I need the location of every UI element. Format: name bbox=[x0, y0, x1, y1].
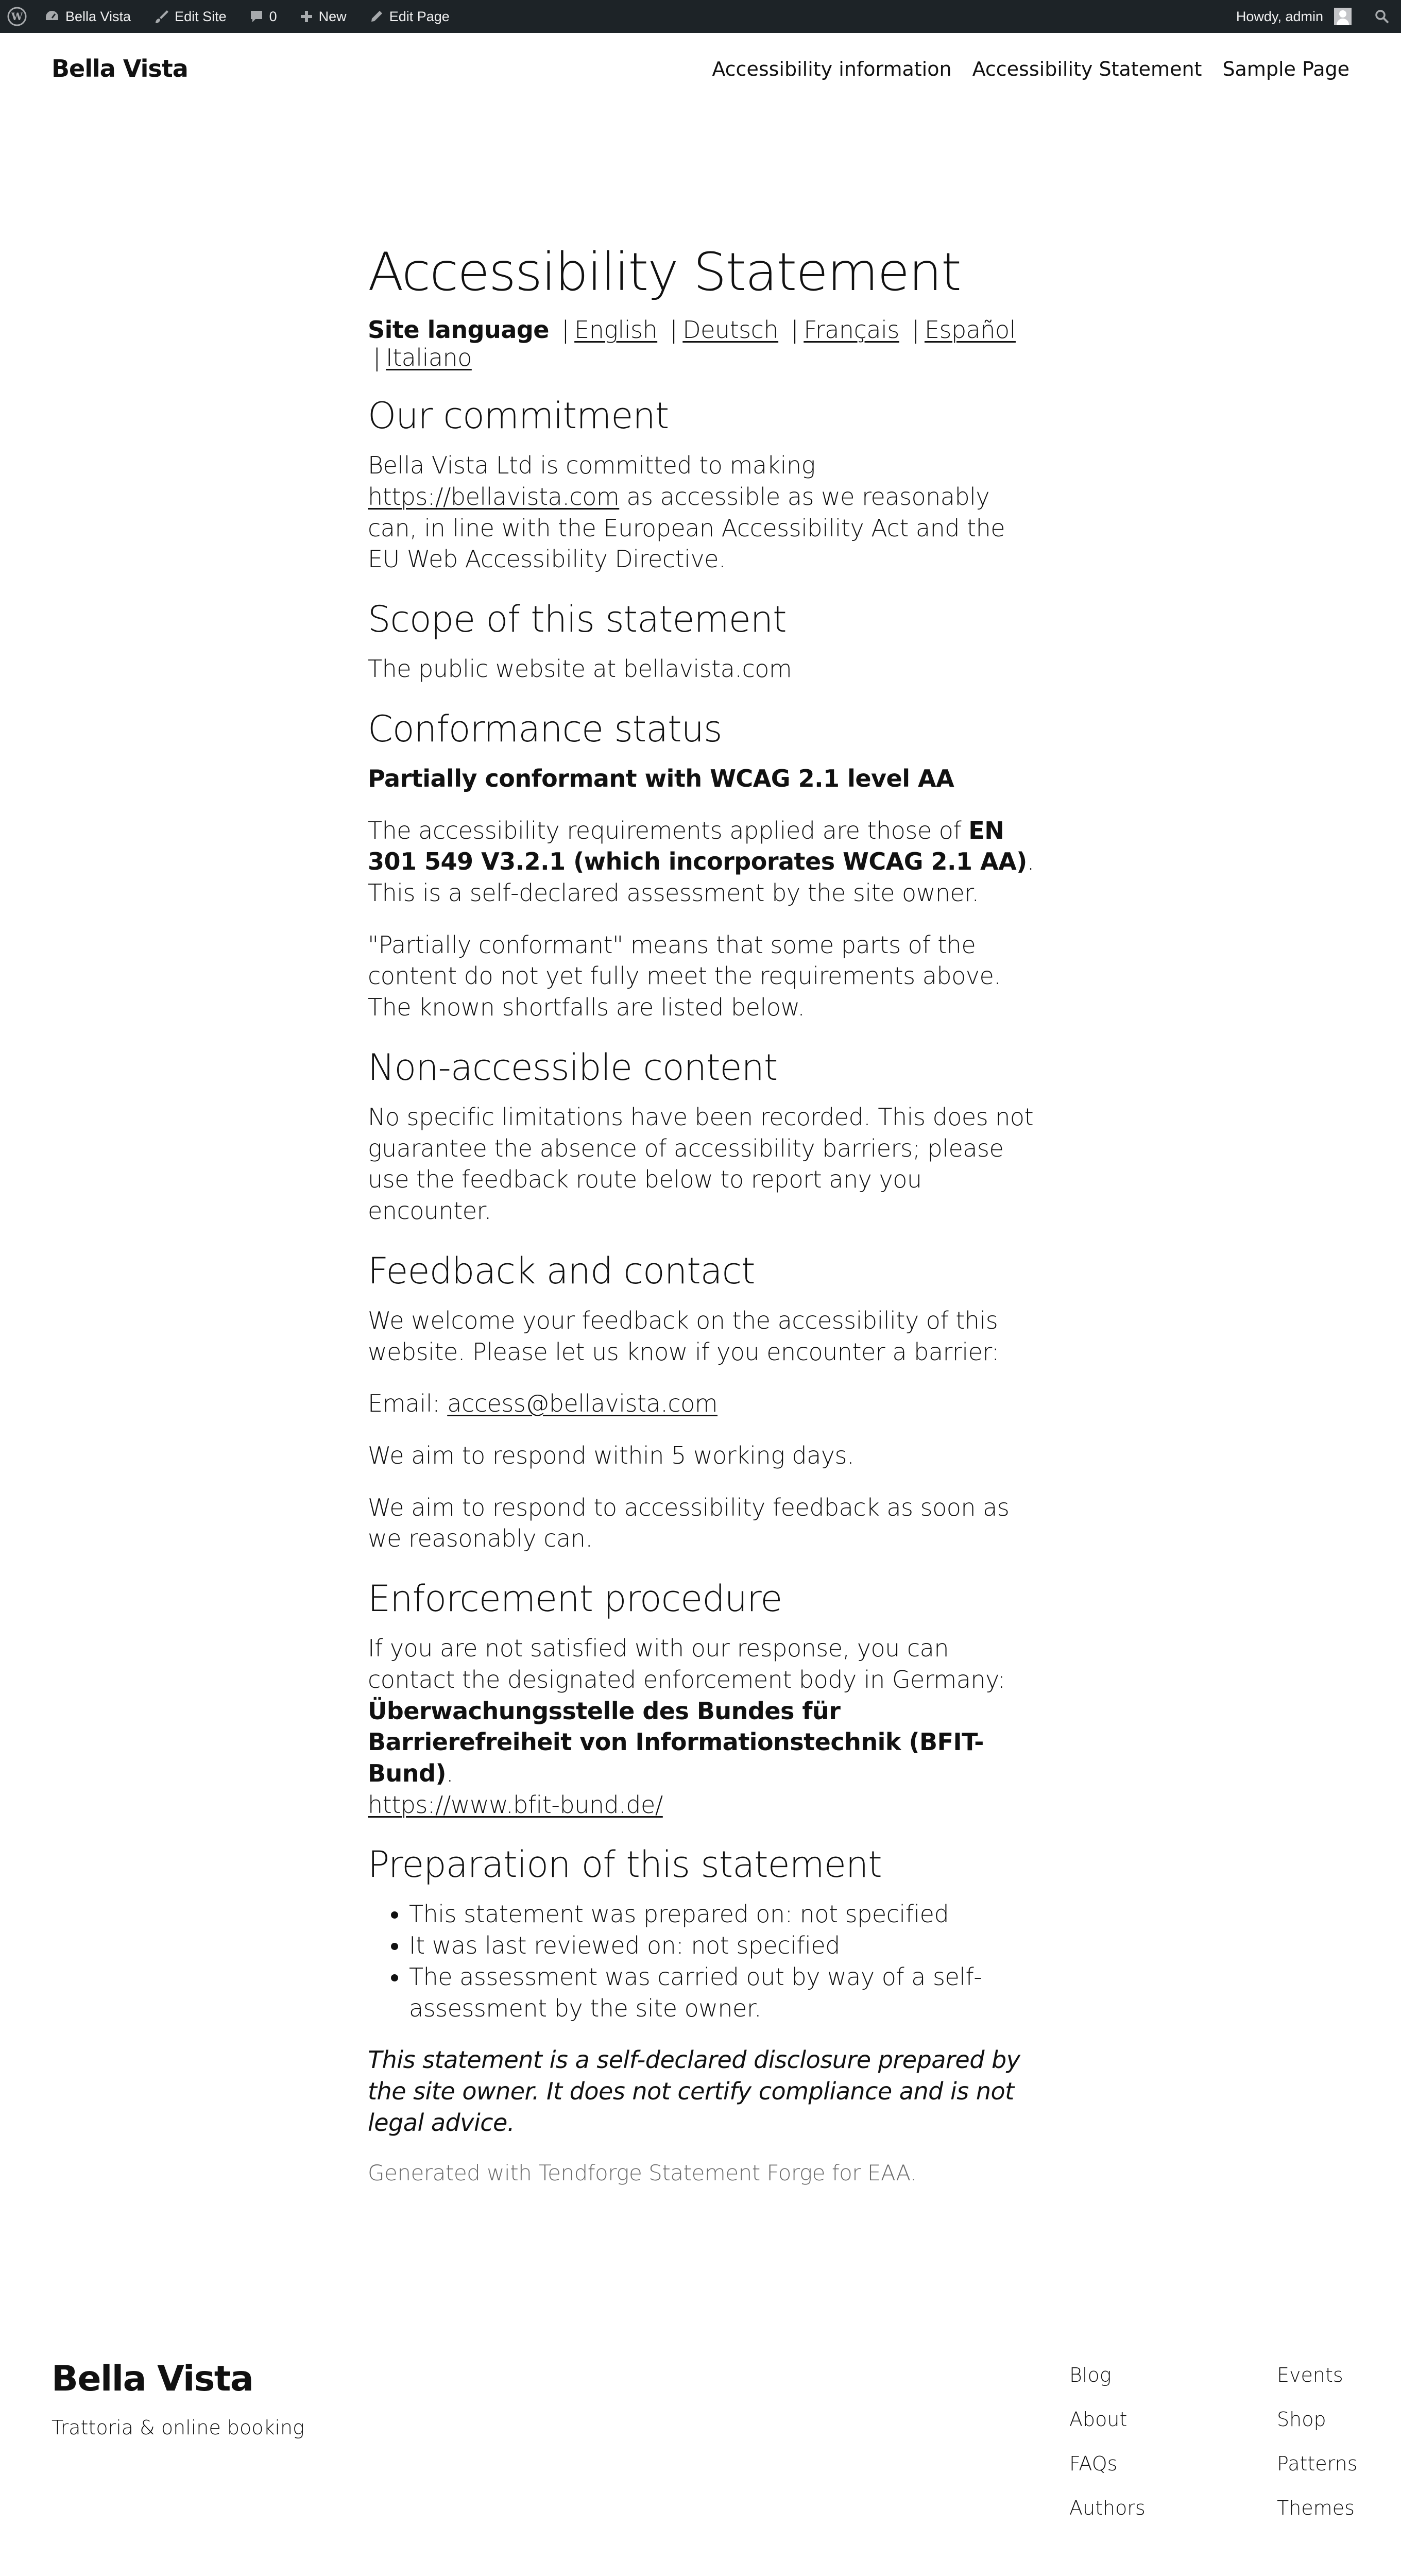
feedback-intro: We welcome your feedback on the accessibility of this website. Please let us know if you encounter a barrier: bbox=[368, 1306, 1000, 1366]
admin-bar-right bbox=[1225, 0, 1401, 33]
edit-page-label: Edit Page bbox=[389, 8, 450, 24]
list-item: • This statement was prepared on: not specified bbox=[409, 1899, 1037, 1930]
enforcement-period: . bbox=[446, 1759, 454, 1787]
new-content-button[interactable] bbox=[288, 0, 358, 33]
enforcement-intro: If you are not satisfied with our response, you can contact the designated enforcement body in Germany: bbox=[368, 1634, 1005, 1693]
enforcement-heading: Enforcement procedure bbox=[368, 1578, 782, 1620]
wordpress-logo-icon[interactable] bbox=[0, 0, 33, 33]
site-title-link[interactable]: Bella Vista bbox=[52, 55, 188, 82]
svg-text:W: W bbox=[11, 10, 23, 23]
site-language-label: Site language bbox=[368, 316, 549, 344]
search-icon bbox=[1374, 9, 1390, 24]
footer-link-themes[interactable]: Themes bbox=[1277, 2497, 1355, 2519]
footer-link-about[interactable]: About bbox=[1069, 2408, 1127, 2431]
language-separator: | bbox=[670, 316, 678, 344]
requirements-text-after: . This is a self-declared assessment by the site owner. bbox=[368, 848, 1034, 907]
footer-nav-column-2 bbox=[1277, 2364, 1358, 2519]
footer-link-faqs[interactable]: FAQs bbox=[1069, 2452, 1118, 2475]
list-item: • It was last reviewed on: not specified bbox=[409, 1930, 1037, 1961]
footer-tagline: Trattoria & online booking bbox=[52, 2416, 304, 2439]
language-separator: | bbox=[373, 344, 381, 372]
howdy-label: Howdy, admin bbox=[1236, 8, 1323, 24]
comments-button[interactable] bbox=[238, 0, 288, 33]
footer-link-shop[interactable]: Shop bbox=[1277, 2408, 1326, 2431]
feedback-heading: Feedback and contact bbox=[368, 1249, 755, 1292]
scope-heading: Scope of this statement bbox=[368, 598, 787, 641]
feedback-email-paragraph bbox=[368, 1388, 1037, 1419]
requirements-text-before: The accessibility requirements applied are those of bbox=[368, 816, 969, 844]
footer-link-authors[interactable]: Authors bbox=[1069, 2497, 1146, 2519]
enforcement-body-name: Überwachungsstelle des Bundes für Barrierefreiheit von Informationstechnik (BFIT-Bund) bbox=[368, 1697, 984, 1787]
admin-bar-site-name: Bella Vista bbox=[65, 8, 131, 24]
language-switcher bbox=[368, 316, 1037, 371]
edit-page-button[interactable] bbox=[358, 0, 461, 33]
commitment-text-before: Bella Vista Ltd is committed to making bbox=[368, 451, 815, 480]
requirements-paragraph bbox=[368, 815, 1037, 909]
partial-conformance-paragraph: "Partially conformant" means that some parts of the content do not yet fully meet the requirements above. The known shortfalls are listed below. bbox=[368, 930, 1001, 1022]
language-link-italiano[interactable]: Italiano bbox=[386, 344, 472, 372]
pencil-icon bbox=[369, 9, 384, 24]
language-separator: | bbox=[911, 316, 919, 344]
main-content bbox=[368, 242, 1037, 2208]
email-label: Email: bbox=[368, 1389, 448, 1418]
brush-icon bbox=[153, 9, 169, 24]
enforcement-paragraph bbox=[368, 1633, 1037, 1820]
admin-bar bbox=[0, 0, 1401, 33]
comment-bubble-icon bbox=[249, 9, 264, 24]
footer-site-title[interactable]: Bella Vista bbox=[52, 2359, 253, 2399]
nav-item-accessibility-statement[interactable]: Accessibility Statement bbox=[972, 58, 1202, 80]
language-separator: | bbox=[561, 316, 570, 344]
avatar bbox=[1334, 8, 1352, 25]
website-link[interactable]: https://bellavista.com bbox=[368, 483, 620, 511]
scope-paragraph: The public website at bellavista.com bbox=[368, 655, 792, 683]
respond-days-paragraph: We aim to respond within 5 working days. bbox=[368, 1441, 855, 1469]
primary-navigation bbox=[712, 58, 1349, 80]
preparation-list bbox=[368, 1899, 1037, 2024]
footer-nav-column-1 bbox=[1069, 2364, 1146, 2519]
requirements-standard: EN 301 549 V3.2.1 (which incorporates WCAG 2.1 AA) bbox=[368, 816, 1027, 876]
conformance-heading: Conformance status bbox=[368, 707, 722, 750]
footer-link-blog[interactable]: Blog bbox=[1069, 2364, 1112, 2386]
edit-site-label: Edit Site bbox=[175, 8, 227, 24]
footer-link-events[interactable]: Events bbox=[1277, 2364, 1343, 2386]
language-link-francais[interactable]: Français bbox=[804, 316, 899, 344]
language-link-deutsch[interactable]: Deutsch bbox=[682, 316, 779, 344]
non-accessible-heading: Non-accessible content bbox=[368, 1046, 778, 1089]
admin-search-button[interactable] bbox=[1363, 0, 1401, 33]
site-header bbox=[0, 33, 1401, 105]
language-separator: | bbox=[791, 316, 799, 344]
respond-soon-paragraph: We aim to respond to accessibility feedback as soon as we reasonably can. bbox=[368, 1493, 1010, 1553]
language-link-espanol[interactable]: Español bbox=[924, 316, 1016, 344]
dashboard-gauge-icon bbox=[44, 9, 60, 24]
my-account-menu[interactable] bbox=[1225, 0, 1363, 33]
generated-by-note: Generated with Tendforge Statement Forge for EAA. bbox=[368, 2160, 917, 2186]
nav-item-sample-page[interactable]: Sample Page bbox=[1222, 58, 1349, 80]
preparation-heading: Preparation of this statement bbox=[368, 1843, 882, 1886]
list-item: • The assessment was carried out by way of a self-assessment by the site owner. bbox=[409, 1961, 1037, 2024]
email-link[interactable]: access@bellavista.com bbox=[447, 1389, 718, 1418]
commitment-text-after: as accessible as we reasonably can, in line with the European Accessibility Act and the EU Web Accessibility Directive. bbox=[368, 483, 1005, 573]
commitment-heading: Our commitment bbox=[368, 395, 669, 437]
edit-site-button[interactable] bbox=[142, 0, 238, 33]
non-accessible-paragraph: No specific limitations have been recorded. This does not guarantee the absence of accessibility barriers; please use the feedback route below to report any you encounter. bbox=[368, 1103, 1034, 1225]
page-title: Accessibility Statement bbox=[368, 242, 961, 303]
enforcement-link[interactable]: https://www.bfit-bund.de/ bbox=[368, 1790, 663, 1819]
commitment-paragraph bbox=[368, 450, 1037, 575]
language-link-english[interactable]: English bbox=[574, 316, 658, 344]
new-label: New bbox=[318, 8, 347, 24]
plus-icon bbox=[300, 10, 313, 23]
admin-bar-left bbox=[0, 0, 461, 33]
conformance-status bbox=[368, 763, 1037, 794]
conformance-status-text: Partially conformant with WCAG 2.1 level AA bbox=[368, 764, 954, 792]
disclaimer-paragraph: This statement is a self-declared disclosure prepared by the site owner. It does not certify compliance and is not legal advice. bbox=[368, 2046, 1020, 2137]
nav-item-accessibility-information[interactable]: Accessibility information bbox=[712, 58, 952, 80]
comments-count: 0 bbox=[269, 8, 277, 24]
footer-link-patterns[interactable]: Patterns bbox=[1277, 2452, 1358, 2475]
admin-bar-site-link[interactable] bbox=[33, 0, 142, 33]
